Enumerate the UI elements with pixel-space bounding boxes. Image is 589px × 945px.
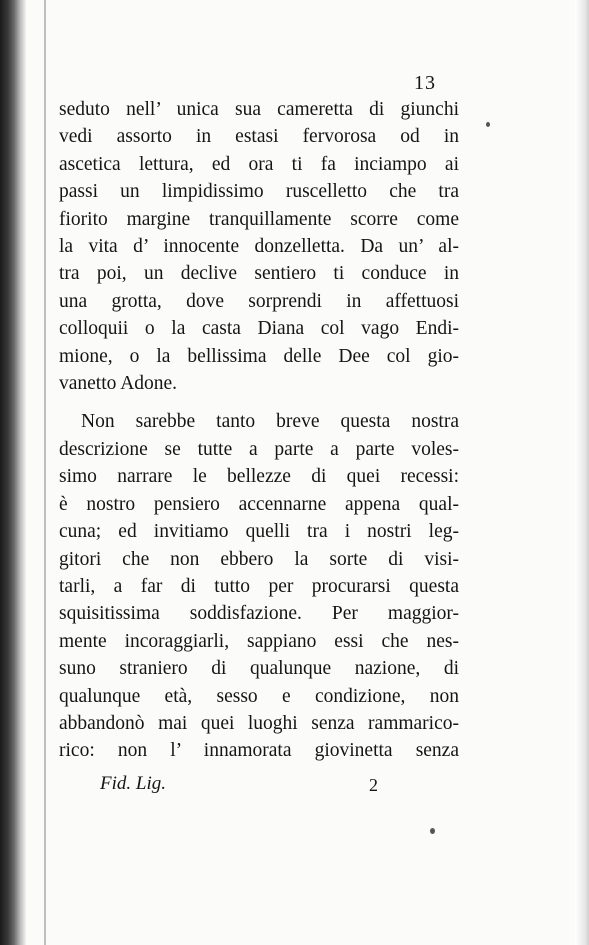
text-line: Non sarebbe tanto breve questa nostra	[81, 411, 459, 433]
text-line: la vita d’ innocente donzelletta. Da un’ al-	[59, 236, 459, 258]
text-line: tarli, a far di tutto per procurarsi questa	[59, 575, 459, 597]
text-line: ascetica lettura, ed ora ti fa inciampo ai	[59, 153, 459, 175]
binding-shadow-line	[44, 0, 46, 945]
text-line: passi un limpidissimo ruscelletto che tra	[59, 181, 459, 203]
text-line: descrizione se tutte a parte a parte voles-	[59, 438, 459, 460]
paper-speck	[430, 828, 435, 834]
text-line: una grotta, dove sorprendi in affettuosi	[59, 290, 459, 312]
text-line: squisitissima soddisfazione. Per maggior-	[59, 603, 459, 625]
text-line: fiorito margine tranquillamente scorre come	[59, 208, 459, 230]
body-text	[59, 96, 459, 765]
text-line: colloquii o la casta Diana col vago Endi-	[59, 318, 459, 340]
text-line: gitori che non ebbero la sorte di visi-	[59, 548, 459, 570]
text-line: mente incoraggiarli, sappiano essi che nes-	[59, 630, 459, 652]
paragraph-break	[59, 397, 459, 408]
text-line: seduto nell’ unica sua cameretta di giunchi	[59, 99, 459, 120]
signature-mark: Fid. Lig.	[100, 773, 166, 794]
text-line: qualunque età, sesso e condizione, non	[59, 685, 459, 707]
page-edge	[575, 0, 589, 945]
text-line: mione, o la bellissima delle Dee col gio-	[59, 345, 459, 367]
text-line: simo narrare le bellezze di quei recessi:	[59, 466, 459, 488]
text-line: rico: non l’ innamorata giovinetta senza	[59, 740, 459, 762]
text-line: abbandonò mai quei luoghi senza rammarico-	[59, 712, 459, 734]
text-line: vanetto Adone.	[59, 373, 178, 395]
gathering-number: 2	[369, 775, 378, 795]
text-line: cuna; ed invitiamo quelli tra i nostri leg-	[59, 521, 459, 543]
text-line: tra poi, un declive sentiero ti conduce in	[59, 263, 459, 285]
text-line: vedi assorto in estasi fervorosa od in	[59, 126, 459, 148]
text-line: suno straniero di qualunque nazione, di	[59, 658, 459, 680]
paper-speck	[486, 122, 490, 127]
text-line: è nostro pensiero accennarne appena qual-	[59, 493, 459, 515]
page-number: 13	[414, 72, 436, 94]
binding-edge	[0, 0, 26, 945]
